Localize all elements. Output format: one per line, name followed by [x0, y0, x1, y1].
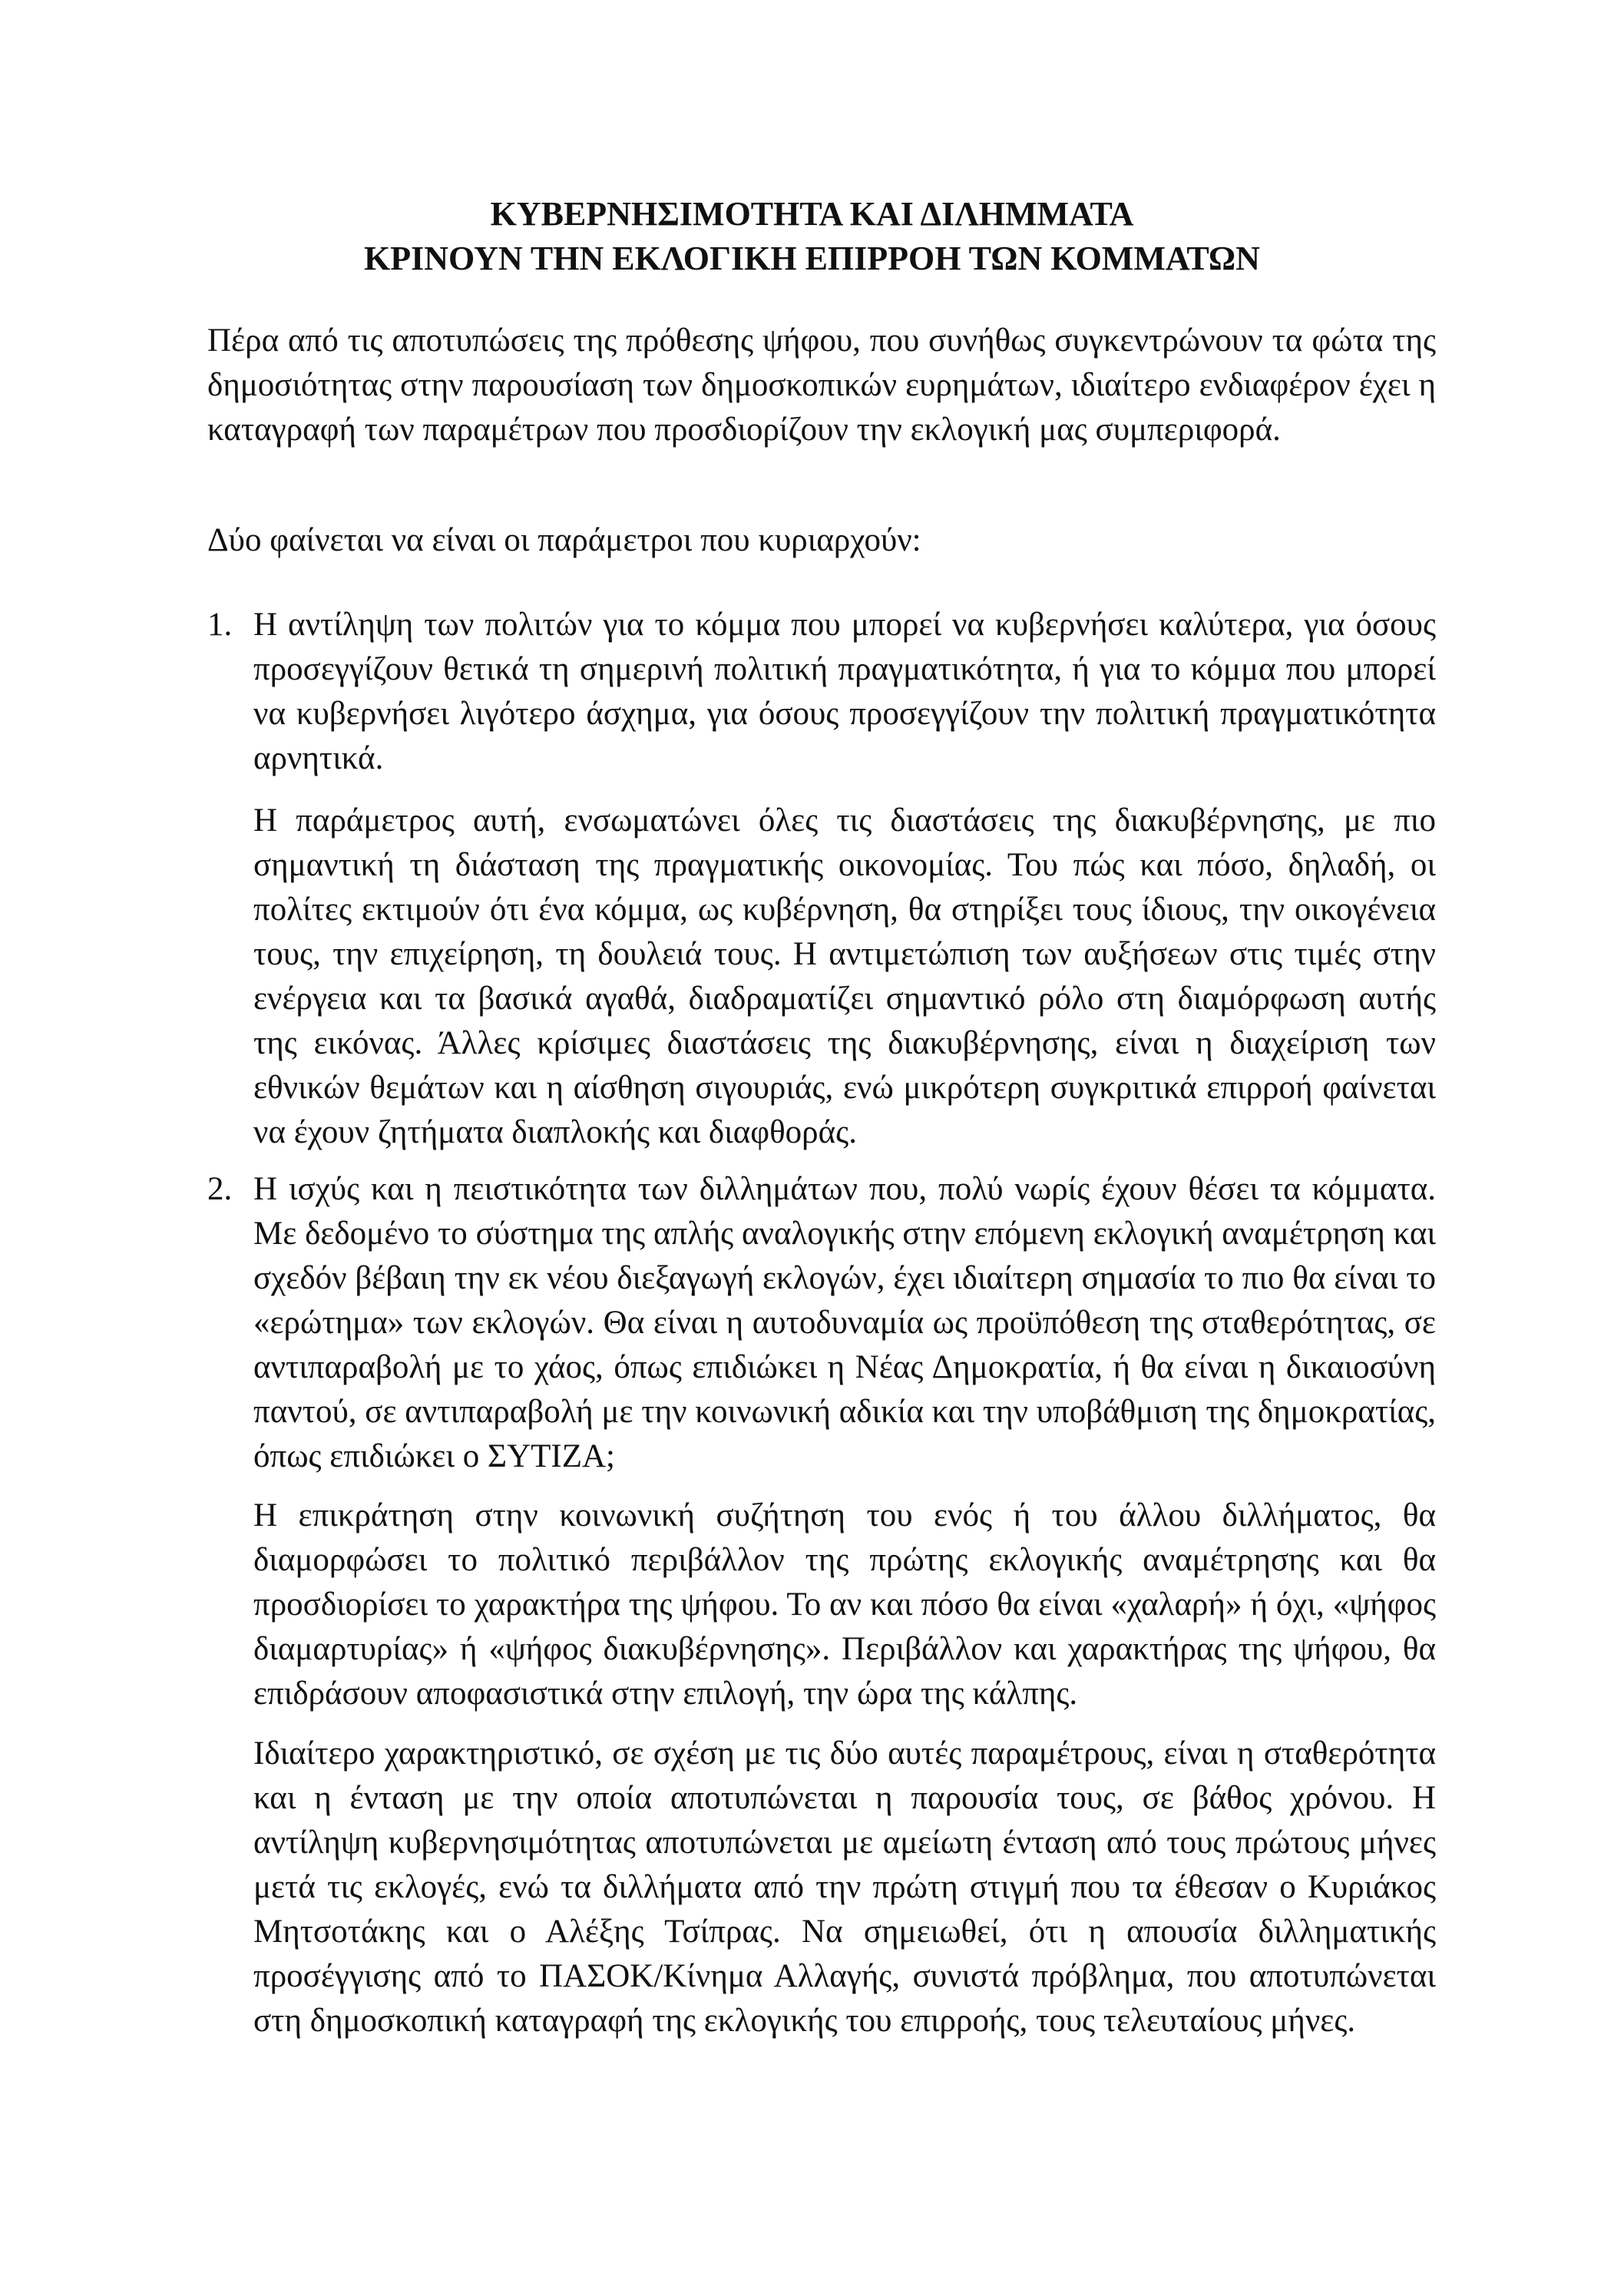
lead-paragraph: Δύο φαίνεται να είναι οι παράμετροι που κυριαρχούν: — [207, 522, 921, 558]
intro-paragraph: Πέρα από τις αποτυπώσεις της πρόθεσης ψήφου, που συνήθως συγκεντρώνουν τα φώτα της δημοσιότητας στην παρουσίαση των δημοσκοπικών ευρημάτων, ιδιαίτερο ενδιαφέρον έχει η καταγραφή των παραμέτρων που προσδιορίζουν την εκλογική μας συμπεριφορά. — [207, 323, 1436, 448]
list-item-1-paragraph-1: Η αντίληψη των πολιτών για το κόμμα που μπορεί να κυβερνήσει καλύτερα, για όσους προσεγγίζουν θετικά τη σημερινή πολιτική πραγματικότητα, ή για το κόμμα που μπορεί να κυβερνήσει λιγότερο άσχημα, για όσους προσεγγίζουν την πολιτική πραγματικότητα αρνητικά. — [253, 607, 1436, 776]
list-item-2-paragraph-1: Η ισχύς και η πειστικότητα των διλλημάτων που, πολύ νωρίς έχουν θέσει τα κόμματα. Με δεδομένο το σύστημα της απλής αναλογικής στην επόμενη εκλογική αναμέτρηση και σχεδόν βέβαιη την εκ νέου διεξαγωγή εκλογών, έχει ιδιαίτερη σημασία το πιο θα είναι το «ερώτημα» των εκλογών. Θα είναι η αυτοδυναμία ως προϋπόθεση της σταθερότητας, σε αντιπαραβολή με το χάος, όπως επιδιώκει η Νέας Δημοκρατία, ή θα είναι η δικαιοσύνη παντού, σε αντιπαραβολή με την κοινωνική αδικία και την υποβάθμιση της δημοκρατίας, όπως επιδιώκει ο ΣΥΤΙΖΑ; — [253, 1171, 1436, 1474]
title-line-1: ΚΥΒΕΡΝΗΣΙΜΟΤΗΤΑ ΚΑΙ ΔΙΛΗΜΜΑΤΑ — [490, 195, 1134, 233]
title-line-2: ΚΡΙΝΟΥΝ ΤΗΝ ΕΚΛΟΓΙΚΗ ΕΠΙΡΡΟΗ ΤΩΝ ΚΟΜΜΑΤΩΝ — [364, 240, 1260, 277]
list-number-2: 2. — [207, 1171, 233, 1207]
list-item-2-paragraph-2: Η επικράτηση στην κοινωνική συζήτηση του ενός ή του άλλου διλλήματος, θα διαμορφώσει το πολιτικό περιβάλλον της πρώτης εκλογικής αναμέτρησης και θα προσδιορίσει το χαρακτήρα της ψήφου. Το αν και πόσο θα είναι «χαλαρή» ή όχι, «ψήφος διαμαρτυρίας» ή «ψήφος διακυβέρνησης». Περιβάλλον και χαρακτήρας της ψήφου, θα επιδράσουν αποφασιστικά στην επιλογή, την ώρα της κάλπης. — [253, 1497, 1436, 1712]
document-title — [0, 192, 1624, 281]
list-number-1: 1. — [207, 607, 233, 643]
list-item-2-paragraph-3: Ιδιαίτερο χαρακτηριστικό, σε σχέση με τις δύο αυτές παραμέτρους, είναι η σταθερότητα και η ένταση με την οποία αποτυπώνεται η παρουσία τους, σε βάθος χρόνου. Η αντίληψη κυβερνησιμότητας αποτυπώνεται με αμείωτη ένταση από τους πρώτους μήνες μετά τις εκλογές, ενώ τα διλλήματα από την πρώτη στιγμή που τα έθεσαν ο Κυριάκος Μητσοτάκης και ο Αλέξης Τσίπρας. Να σημειωθεί, ότι η απουσία διλληματικής προσέγγισης από το ΠΑΣΟΚ/Κίνημα Αλλαγής, συνιστά πρόβλημα, που αποτυπώνεται στη δημοσκοπική καταγραφή της εκλογικής του επιρροής, τους τελευταίους μήνες. — [253, 1735, 1436, 2039]
list-item-1-paragraph-2: Η παράμετρος αυτή, ενσωματώνει όλες τις διαστάσεις της διακυβέρνησης, με πιο σημαντική τη διάσταση της πραγματικής οικονομίας. Του πώς και πόσο, δηλαδή, οι πολίτες εκτιμούν ότι ένα κόμμα, ως κυβέρνηση, θα στηρίξει τους ίδιους, την οικογένεια τους, την επιχείρηση, τη δουλειά τους. Η αντιμετώπιση των αυξήσεων στις τιμές στην ενέργεια και τα βασικά αγαθά, διαδραματίζει σημαντικό ρόλο στη διαμόρφωση αυτής της εικόνας. Άλλες κρίσιμες διαστάσεις της διακυβέρνησης, είναι η διαχείριση των εθνικών θεμάτων και η αίσθηση σιγουριάς, ενώ μικρότερη συγκριτικά επιρροή φαίνεται να έχουν ζητήματα διαπλοκής και διαφθοράς. — [253, 802, 1436, 1150]
